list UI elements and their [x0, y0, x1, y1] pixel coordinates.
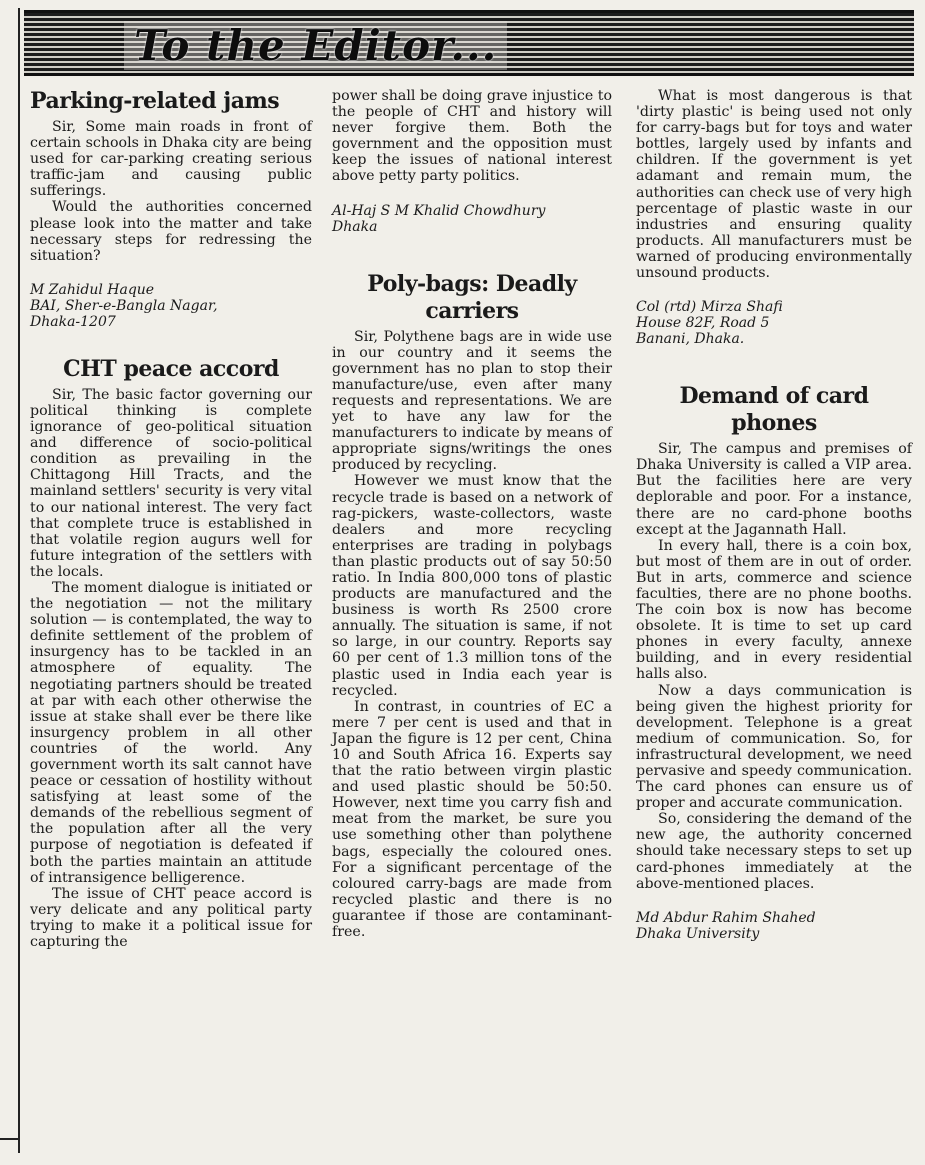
- headline-cardphones: Demand of card phones: [679, 383, 869, 437]
- column-1: [30, 88, 312, 950]
- letter-paragraph: In contrast, in countries of EC a mere 7 per cent is used and that in Japan the figure is 12 per cent, China 10 and South Africa 16. Experts say that the ratio between virgin plastic and used plastic should be 50:50. However, next time you carry fish and meat from the market, be sure you use something other than polythene bags, especially the coloured ones. For a significant percentage of the coloured carry-bags are made from recycled plastic and there is no guarantee if those are contaminant-free.: [332, 698, 612, 941]
- signature-line: House 82F, Road 5: [636, 315, 770, 332]
- headline-parking: Parking-related jams: [30, 88, 280, 114]
- divider: [0, 1138, 20, 1140]
- signature-line: Col (rtd) Mirza Shafi: [636, 299, 783, 316]
- signature-line: Dhaka-1207: [30, 313, 116, 330]
- letter-paragraph: Now a days communication is being given the highest priority for development. Telephone is a great medium of communication. So, for infrastructural development, we need pervasive and speedy communication. The card phones can ensure us of proper and accurate communication.: [636, 682, 912, 812]
- section-banner: [24, 10, 914, 76]
- letter-paragraph: Would the authorities concerned please look into the matter and take necessary steps for redressing the situation?: [30, 199, 312, 264]
- letter-paragraph: In every hall, there is a coin box, but most of them are in out of order. But in arts, commerce and science faculties, there are no phone booths. The coin box is now has become obsolete. It is time to set up card phones in every faculty, annexe building, and in every residential halls also.: [636, 537, 912, 683]
- letter-paragraph: Sir, The campus and premises of Dhaka University is called a VIP area. But the facilities here are very deplorable and poor. For a instance, there are no card-phone booths except at the Jagannath Hall.: [636, 441, 912, 538]
- letter-paragraph: Sir, The basic factor governing our political thinking is complete ignorance of geo-political situation and difference of socio-political condition as prevailing in the Chittagong Hill Tracts, and the mainland settlers' security is very vital to our national interest. The very fact that complete truce is established in that volatile region augurs well for future integration of the settlers with the locals.: [30, 386, 312, 580]
- headline-polybags: Poly-bags: Deadly carriers: [367, 270, 577, 324]
- signature-line: M Zahidul Haque: [30, 281, 155, 298]
- signature-parking: [30, 282, 312, 330]
- section-title: To the Editor...: [124, 21, 507, 70]
- column-3: [636, 88, 912, 942]
- signature-cht: [332, 203, 612, 235]
- signature-polybags: [636, 299, 912, 347]
- letter-continuation: power shall be doing grave injustice to the people of CHT and history will never forgive them. Both the government and the opposition must keep the issues of national interest above petty party politics.: [332, 88, 612, 185]
- letter-paragraph: Sir, Polythene bags are in wide use in our country and it seems the government has no plan to stop their manufacture/use, even after many requests and representations. We are yet to have any law for the manufacturers to indicate by means of appropriate signs/writings the ones produced by recycling.: [332, 328, 612, 474]
- letter-paragraph: So, considering the demand of the new age, the authority concerned should take necessary steps to set up card-phones immediately at the above-mentioned places.: [636, 811, 912, 892]
- signature-line: Dhaka University: [636, 925, 760, 942]
- headline-cht: CHT peace accord: [63, 355, 279, 382]
- letter-paragraph: However we must know that the recycle trade is based on a network of rag-pickers, waste-collectors, waste dealers and more recycling enterprises are trading in polybags than plastic products out of say 50:50 ratio. In India 800,000 tons of plastic products are manufactured and the business is worth Rs 2500 crore annually. The situation is same, if not so large, in our country. Reports say 60 per cent of 1.3 million tons of the plastic used in India each year is recycled.: [332, 473, 612, 699]
- signature-line: Dhaka: [332, 218, 378, 235]
- column-2: [332, 88, 612, 940]
- signature-line: BAI, Sher-e-Bangla Nagar,: [30, 297, 218, 314]
- signature-line: Al-Haj S M Khalid Chowdhury: [332, 202, 546, 219]
- letter-paragraph: The moment dialogue is initiated or the negotiation — not the military solution — is contemplated, the way to definite settlement of the problem of insurgency has to be tackled in an atmosphere of equality. The negotiating partners should be treated at par with each other otherwise the issue at stake shall ever be there like insurgency problem in all other countries of the world. Any government worth its salt cannot have peace or cessation of hostility without satisfying at least some of the demands of the rebellious segment of the population after all the very purpose of negotiation is defeated if both the parties maintain an attitude of intransigence belligerence.: [30, 579, 312, 886]
- signature-cardphones: [636, 910, 912, 942]
- letter-paragraph: The issue of CHT peace accord is very delicate and any political party trying to make it a political issue for capturing the: [30, 885, 312, 951]
- signature-line: Banani, Dhaka.: [636, 331, 745, 348]
- signature-line: Md Abdur Rahim Shahed: [636, 909, 816, 926]
- letter-paragraph: What is most dangerous is that 'dirty plastic' is being used not only for carry-bags but for toys and water bottles, largely used by infants and children. If the government is yet adamant and remain mum, the authorities can check use of very high percentage of plastic waste in our industries and ensuring quality products. All manufacturers must be warned of producing environmentally unsound products.: [636, 88, 912, 282]
- letter-paragraph: Sir, Some main roads in front of certain schools in Dhaka city are being used for car-parking creating serious traffic-jam and causing public sufferings.: [30, 119, 312, 200]
